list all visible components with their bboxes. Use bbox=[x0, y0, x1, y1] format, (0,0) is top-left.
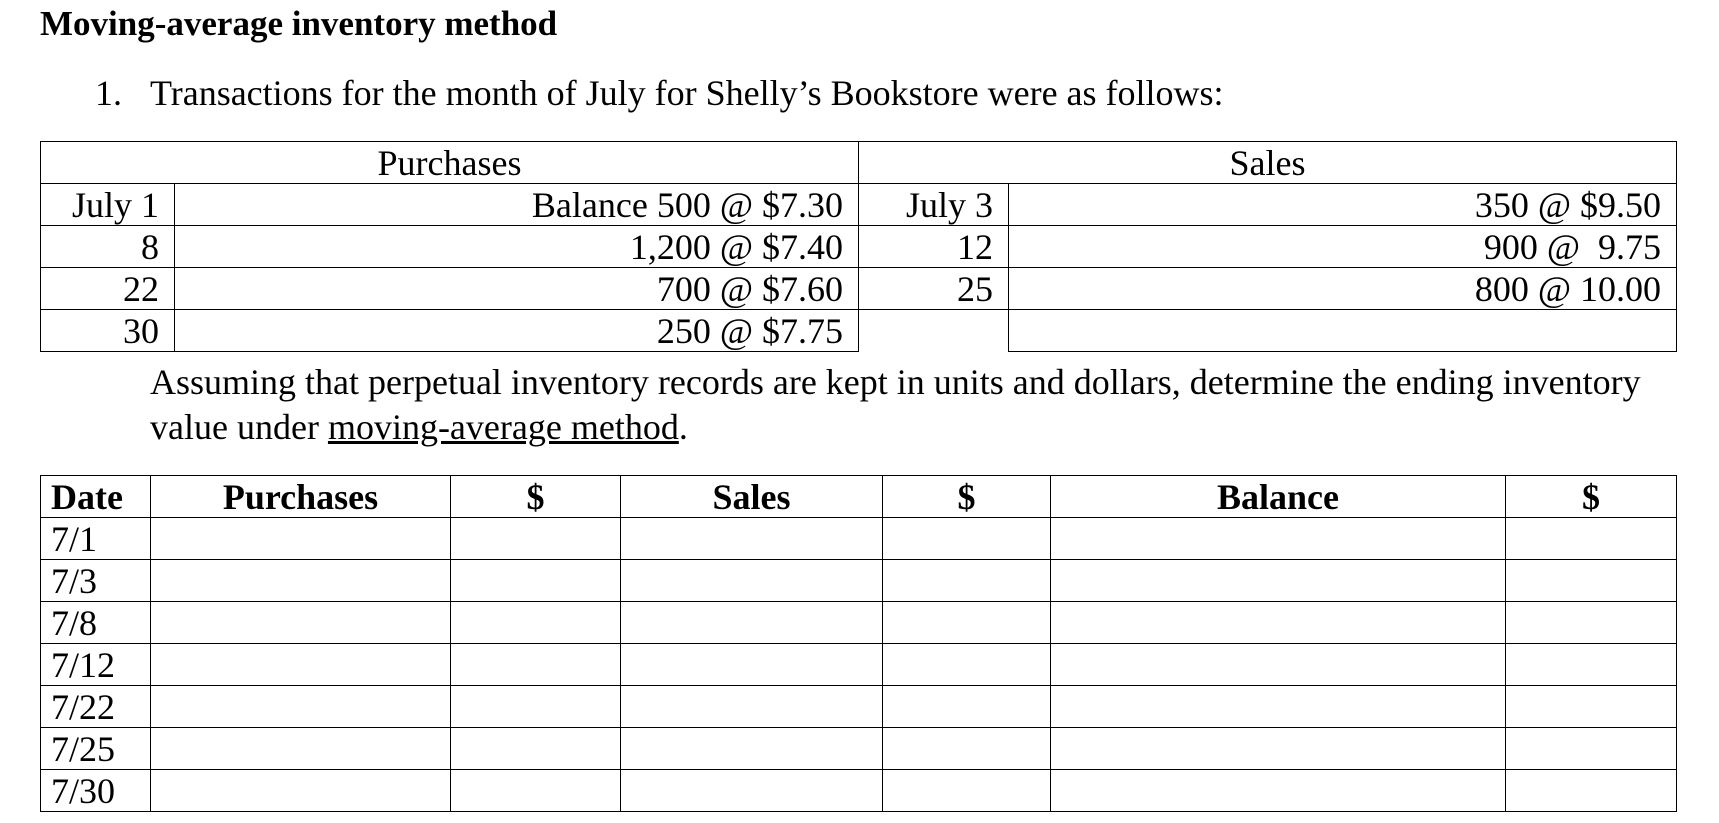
sale-date: July 3 bbox=[859, 184, 1009, 226]
row-date: 7/25 bbox=[41, 728, 151, 770]
sales-amount-cell[interactable] bbox=[883, 728, 1051, 770]
balance-amount-cell[interactable] bbox=[1506, 686, 1677, 728]
sales-cell[interactable] bbox=[621, 644, 883, 686]
purchases-amount-cell[interactable] bbox=[451, 770, 621, 812]
table-row bbox=[41, 184, 1677, 226]
sales-cell[interactable] bbox=[621, 518, 883, 560]
purchases-cell[interactable] bbox=[151, 686, 451, 728]
balance-cell[interactable] bbox=[1051, 644, 1506, 686]
purchases-amount-cell[interactable] bbox=[451, 644, 621, 686]
sales-amount-cell[interactable] bbox=[883, 686, 1051, 728]
balance-amount-cell[interactable] bbox=[1506, 644, 1677, 686]
sales-amount-cell[interactable] bbox=[883, 644, 1051, 686]
balance-amount-cell[interactable] bbox=[1506, 770, 1677, 812]
purchases-amount-cell[interactable] bbox=[451, 518, 621, 560]
sales-cell[interactable] bbox=[621, 560, 883, 602]
sale-desc: 900 @ 9.75 bbox=[1009, 226, 1677, 268]
row-date: 7/8 bbox=[41, 602, 151, 644]
header-sales: Sales bbox=[621, 476, 883, 518]
sales-cell[interactable] bbox=[621, 770, 883, 812]
purchases-amount-cell[interactable] bbox=[451, 560, 621, 602]
sales-amount-cell[interactable] bbox=[883, 560, 1051, 602]
sale-desc bbox=[1009, 310, 1677, 352]
table-row bbox=[41, 310, 1677, 352]
row-date: 7/30 bbox=[41, 770, 151, 812]
worksheet-header-row bbox=[41, 476, 1677, 518]
purchases-header: Purchases bbox=[41, 142, 859, 184]
header-sales-amount: $ bbox=[883, 476, 1051, 518]
header-purchases-amount: $ bbox=[451, 476, 621, 518]
sale-desc: 350 @ $9.50 bbox=[1009, 184, 1677, 226]
header-date: Date bbox=[41, 476, 151, 518]
purchases-cell[interactable] bbox=[151, 560, 451, 602]
sales-cell[interactable] bbox=[621, 602, 883, 644]
sales-amount-cell[interactable] bbox=[883, 518, 1051, 560]
sales-cell[interactable] bbox=[621, 728, 883, 770]
table-row bbox=[41, 560, 1677, 602]
instruction-line-2 bbox=[150, 405, 1680, 450]
sales-cell[interactable] bbox=[621, 686, 883, 728]
instruction-suffix: . bbox=[678, 407, 688, 447]
row-date: 7/1 bbox=[41, 518, 151, 560]
purchases-cell[interactable] bbox=[151, 602, 451, 644]
balance-cell[interactable] bbox=[1051, 518, 1506, 560]
sales-amount-cell[interactable] bbox=[883, 770, 1051, 812]
table-row bbox=[41, 770, 1677, 812]
header-balance: Balance bbox=[1051, 476, 1506, 518]
balance-cell[interactable] bbox=[1051, 686, 1506, 728]
instruction-prefix: value under bbox=[150, 407, 328, 447]
purchases-cell[interactable] bbox=[151, 644, 451, 686]
instruction-paragraph bbox=[150, 360, 1680, 450]
purchase-desc: 250 @ $7.75 bbox=[175, 310, 859, 352]
purchases-amount-cell[interactable] bbox=[451, 602, 621, 644]
sale-date: 25 bbox=[859, 268, 1009, 310]
page-title: Moving-average inventory method bbox=[40, 4, 558, 43]
question-number: 1. bbox=[95, 73, 122, 113]
sale-desc: 800 @ 10.00 bbox=[1009, 268, 1677, 310]
sale-date bbox=[859, 310, 1009, 352]
row-date: 7/22 bbox=[41, 686, 151, 728]
header-balance-amount: $ bbox=[1506, 476, 1677, 518]
row-date: 7/3 bbox=[41, 560, 151, 602]
question-text: Transactions for the month of July for Shelly’s Bookstore were as follows: bbox=[150, 73, 1224, 113]
balance-cell[interactable] bbox=[1051, 602, 1506, 644]
balance-amount-cell[interactable] bbox=[1506, 728, 1677, 770]
purchase-date: 30 bbox=[41, 310, 175, 352]
table-row bbox=[41, 686, 1677, 728]
balance-cell[interactable] bbox=[1051, 560, 1506, 602]
balance-amount-cell[interactable] bbox=[1506, 560, 1677, 602]
purchase-desc: 1,200 @ $7.40 bbox=[175, 226, 859, 268]
purchases-cell[interactable] bbox=[151, 770, 451, 812]
row-date: 7/12 bbox=[41, 644, 151, 686]
purchase-desc: 700 @ $7.60 bbox=[175, 268, 859, 310]
purchase-date: 8 bbox=[41, 226, 175, 268]
sales-header: Sales bbox=[859, 142, 1677, 184]
transactions-table bbox=[40, 141, 1677, 352]
instruction-line-1: Assuming that perpetual inventory records are kept in units and dollars, determine the ending inventory bbox=[150, 362, 1641, 402]
purchases-cell[interactable] bbox=[151, 518, 451, 560]
worksheet-table bbox=[40, 475, 1677, 812]
transactions-header-row bbox=[41, 142, 1677, 184]
balance-amount-cell[interactable] bbox=[1506, 602, 1677, 644]
balance-amount-cell[interactable] bbox=[1506, 518, 1677, 560]
purchase-desc: Balance 500 @ $7.30 bbox=[175, 184, 859, 226]
sales-amount-cell[interactable] bbox=[883, 602, 1051, 644]
method-name: moving-average method bbox=[327, 407, 679, 447]
header-purchases: Purchases bbox=[151, 476, 451, 518]
table-row bbox=[41, 268, 1677, 310]
table-row bbox=[41, 518, 1677, 560]
purchase-date: 22 bbox=[41, 268, 175, 310]
purchases-amount-cell[interactable] bbox=[451, 686, 621, 728]
purchases-amount-cell[interactable] bbox=[451, 728, 621, 770]
table-row bbox=[41, 728, 1677, 770]
table-row bbox=[41, 226, 1677, 268]
table-row bbox=[41, 644, 1677, 686]
balance-cell[interactable] bbox=[1051, 770, 1506, 812]
table-row bbox=[41, 602, 1677, 644]
purchase-date: July 1 bbox=[41, 184, 175, 226]
question-line bbox=[95, 72, 1224, 114]
purchases-cell[interactable] bbox=[151, 728, 451, 770]
sale-date: 12 bbox=[859, 226, 1009, 268]
balance-cell[interactable] bbox=[1051, 728, 1506, 770]
